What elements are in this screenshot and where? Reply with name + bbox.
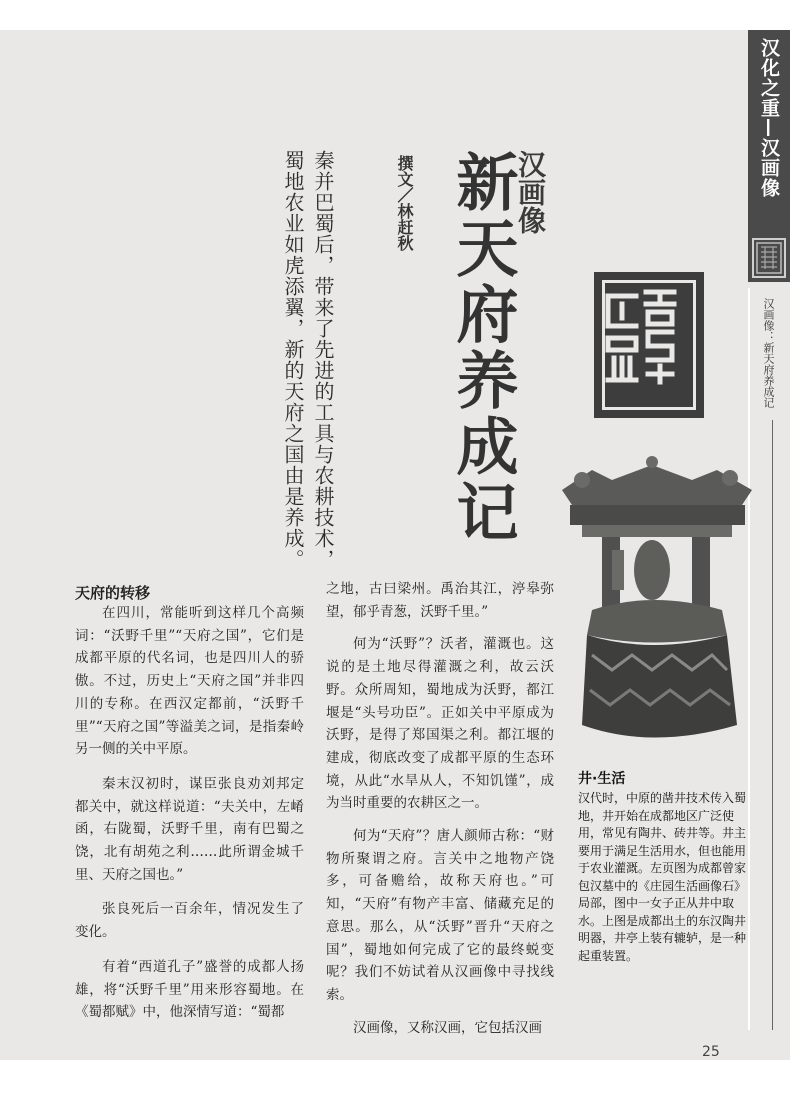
body-column-2 [326,578,554,1039]
paragraph: 何为“天府”？唐人颜师古称：“财物所聚谓之府。言关中之地物产饶多，可备赡给，故称天府也。”可知，“天府”有物产丰富、储藏充足的意思。那么，从“沃野”晋升“天府之国”，蜀地如何完成了它的最终蜕变呢？我们不妨试着从汉画像中寻找线索。 [326,828,554,1003]
paragraph: 在四川，常能听到这样几个高频词：“沃野千里”“天府之国”，它们是成都平原的代名词，也是四川人的骄傲。不过，历史上“天府之国”并非四川的专称。在西汉定都前，“沃野千里”“天府之国”等溢美之词，是指秦岭另一侧的关中平原。 [75,605,304,758]
paragraph: 何为“沃野”？沃者，灌溉也。这说的是土地尽得灌溉之利，故云沃野。众所周知，蜀地成为沃野，都江堰是“头号功臣”。正如关中平原成为沃野，是得了郑国渠之利。都江堰的建成，彻底改变了成都平原的生态环境，从此“水旱从人，不知饥馑”，成为当时重要的农耕区之一。 [326,636,554,812]
paragraph: 之地，古曰梁州。禹治其江，渟皋弥望，郁乎青葱，沃野千里。” [326,581,554,620]
section-subtitle: 汉画像 [758,138,780,198]
lead-text [278,150,338,570]
paragraph: 秦末汉初时，谋臣张良劝刘邦定都关中，就这样说道：“夫关中，左崤函，右陇蜀，沃野千里，南有巴蜀之饶，北有胡苑之利……此所谓金城千里、天府之国也。” [75,775,304,883]
lead-line-1: 秦并巴蜀后，带来了先进的工具与农耕技术， [311,150,335,570]
section-tab-title [751,38,787,198]
paragraph: 汉画像，又称汉画，它包括汉画 [353,1019,542,1036]
byline: 撰文／林赶秋 [395,155,414,251]
lead-line-2: 蜀地农业如虎添翼，新的天府之国由是养成。 [281,150,305,570]
section-heading: 天府的转移 [75,584,151,602]
section-dash: — [758,118,780,138]
paragraph: 有着“西道孔子”盛誉的成都人扬雄，将“沃野千里”用来形容蜀地。在《蜀都赋》中，他深情写道：“蜀都 [75,958,304,1021]
tab-seal-icon [752,238,786,278]
caption-title: 井·生活 [578,771,626,787]
title-prefix: 汉画像 [514,150,547,234]
page-number: 25 [702,1044,720,1060]
caption-body: 汉代时，中原的凿井技术传入蜀地，井开始在成都地区广泛使用，常见有陶井、砖井等。井主要用于满足生活用水，但也能用于农业灌溉。左页图为成都曾家包汉墓中的《庄园生活画像石》局部，图中一女子正从井中取水。上图是成都出土的东汉陶井明器，井亭上装有辘轳，是一种起重装置。 [578,791,747,963]
paragraph: 张良死后一百余年，情况发生了变化。 [75,901,304,941]
body-column-1 [75,602,304,1024]
section-title: 汉化之重 [758,38,780,118]
seal-glyph-icon [602,286,680,388]
pottery-well-photo [552,450,758,760]
seal-stamp [594,272,704,418]
tab-rule [772,420,773,1030]
page-title: 新天府养成记 [446,150,519,546]
article-running-label: 汉画像：新天府养成记 [762,298,775,408]
